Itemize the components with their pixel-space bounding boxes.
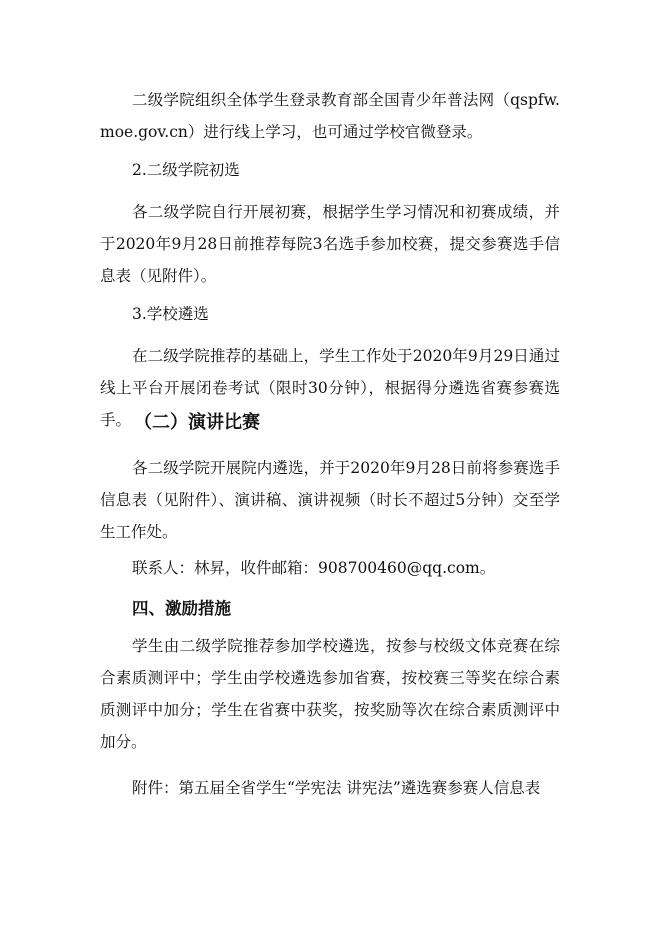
paragraph-speech-contest: 各二级学院开展院内遴选，并于2020年9月28日前将参赛选手信息表（见附件）、演讲稿、演讲视频（时长不超过5分钟）交至学生工作处。 [100, 459, 560, 541]
section-heading-incentives: 四、激励措施 [132, 599, 231, 618]
paragraph-college-preliminary: 各二级学院自行开展初赛，根据学生学习情况和初赛成绩，并于2020年9月28日前推荐每院3名选手参加校赛，提交参赛选手信息表（见附件）。 [100, 203, 560, 285]
item-2-title: 2.二级学院初选 [132, 161, 240, 179]
contact-line: 联系人：林昇，收件邮箱：908700460@qq.com。 [132, 559, 496, 577]
section-heading-speech-contest: （二）演讲比赛 [134, 412, 260, 433]
paragraph-incentives: 学生由二级学院推荐参加学校遴选，按参与校级文体竞赛在综合素质测评中；学生由学校遴选参加省赛，按校赛三等奖在综合素质测评中加分；学生在省赛中获奖，按奖励等次在综合素质测评中加分。 [100, 637, 560, 751]
paragraph-online-study: 二级学院组织全体学生登录教育部全国青少年普法网（qspfw.moe.gov.cn）进行线上学习，也可通过学校官微登录。 [100, 91, 560, 141]
attachment-line: 附件：第五届全省学生“学宪法 讲宪法”遴选赛参赛人信息表 [132, 779, 541, 797]
item-3-title: 3.学校遴选 [132, 305, 209, 323]
paragraph-school-selection: 在二级学院推荐的基础上，学生工作处于2020年9月29日通过线上平台开展闭卷考试（限时30分钟），根据得分遴选省赛参赛选手。 [100, 347, 560, 429]
